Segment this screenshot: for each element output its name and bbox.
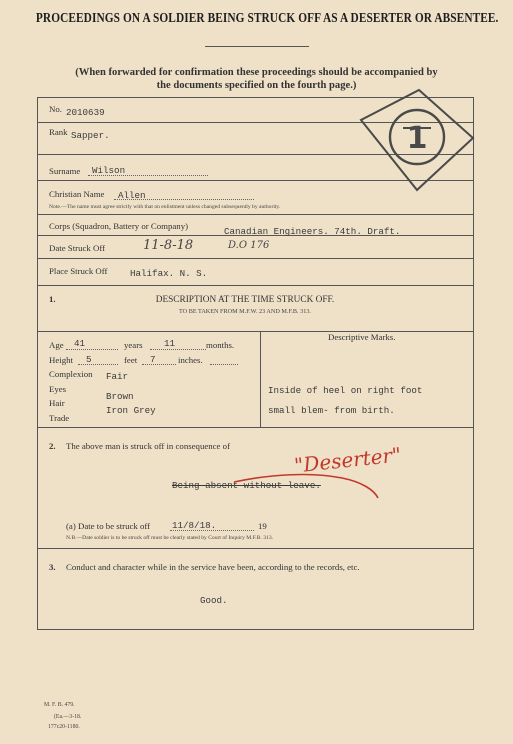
form-title: PROCEEDINGS ON A SOLDIER BEING STRUCK OFF AS A DESERTER OR ABSENTEE. xyxy=(35,10,499,25)
height-inches-value: 7 xyxy=(150,354,156,365)
months-label: months. xyxy=(206,340,235,350)
form-code: 177c20-1180. xyxy=(48,724,80,730)
christian-dotted-line xyxy=(114,190,254,200)
complexion-label: Complexion xyxy=(49,369,93,379)
feet-label: feet xyxy=(124,355,138,365)
row-divider xyxy=(38,427,473,428)
no-label: No. xyxy=(49,104,62,114)
section-2-text: The above man is struck off in consequence of xyxy=(66,441,230,451)
row-divider xyxy=(38,331,473,332)
section-3-text: Conduct and character while in the service have been, according to the records, etc. xyxy=(66,562,360,572)
descriptive-marks-line-1: Inside of heel on right foot xyxy=(268,385,423,396)
surname-dotted-line xyxy=(88,166,208,176)
stamp-number: 1 xyxy=(406,121,428,156)
rank-value: Sapper. xyxy=(71,130,110,141)
row-divider xyxy=(38,548,473,549)
date-struck-off-label: Date Struck Off xyxy=(49,243,106,253)
christian-name-value: Allen xyxy=(118,190,146,201)
inches-dotted-line xyxy=(210,355,238,365)
service-number: 2010639 xyxy=(66,107,105,118)
years-label: years xyxy=(124,340,143,350)
deserter-handwritten-annotation: "Deserter" xyxy=(293,442,403,478)
trade-label: Trade xyxy=(49,413,70,423)
row-divider xyxy=(38,258,473,259)
place-struck-off-value: Halifax. N. S. xyxy=(130,268,208,279)
corps-value: Canadian Engineers. 74th. Draft. xyxy=(224,226,401,237)
title-rule xyxy=(205,46,309,47)
date-struck-off-value: 11-8-18 xyxy=(143,238,194,253)
name-note: Note.—The name must agree strictly with that on enlistment unless changed subsequently by authority. xyxy=(49,204,281,210)
eyes-value: Brown xyxy=(106,391,134,402)
red-ink-stroke xyxy=(232,470,382,502)
height-label: Height xyxy=(49,355,73,365)
christian-name-label: Christian Name xyxy=(49,189,105,199)
corps-label: Corps (Squadron, Battery or Company) xyxy=(49,221,189,231)
subtitle-line-1: (When forwarded for confirmation these proceedings should be accompanied by xyxy=(75,67,438,78)
height-inches-dotted-line xyxy=(142,355,176,365)
rank-label: Rank xyxy=(49,127,68,137)
descriptive-marks-line-2: small blem- from birth. xyxy=(268,405,395,416)
complexion-value: Fair xyxy=(106,371,129,382)
height-feet-value: 5 xyxy=(86,354,92,365)
struck-off-date-note: N.B.—Date soldier is to be struck off must be clearly stated by Court of Inquiry M.F.B. 313. xyxy=(66,535,274,541)
height-feet-dotted-line xyxy=(78,355,118,365)
age-months-value: 11 xyxy=(164,338,176,349)
age-years-value: 41 xyxy=(74,338,86,349)
year-suffix: 19 xyxy=(258,521,267,531)
descriptive-marks-label: Descriptive Marks. xyxy=(328,332,396,342)
struck-off-reason-typed: Being absent without leave. xyxy=(172,480,321,491)
form-edition: (Ea.—3-18. xyxy=(54,714,82,720)
diamond-stamp xyxy=(357,88,475,192)
date-order-ref: D.O 176 xyxy=(228,240,270,251)
column-divider xyxy=(260,331,261,427)
hair-value: Iron Grey xyxy=(106,405,156,416)
eyes-label: Eyes xyxy=(49,384,67,394)
surname-value: Wilson xyxy=(92,165,126,176)
age-label: Age xyxy=(49,340,64,350)
surname-label: Surname xyxy=(49,166,81,176)
row-divider xyxy=(38,214,473,215)
hair-label: Hair xyxy=(49,398,65,408)
struck-off-date-value: 11/8/18. xyxy=(172,520,217,531)
section-1-number: 1. xyxy=(49,294,56,304)
section-1-heading: DESCRIPTION AT THE TIME STRUCK OFF. xyxy=(155,295,335,305)
section-1-subheading: TO BE TAKEN FROM M.F.W. 23 AND M.F.B. 313. xyxy=(179,308,311,315)
form-number: M. F. B. 479. xyxy=(44,702,75,708)
place-struck-off-label: Place Struck Off xyxy=(49,266,108,276)
row-divider xyxy=(38,285,473,286)
conduct-value: Good. xyxy=(200,595,228,606)
age-months-dotted-line xyxy=(150,340,206,350)
struck-off-date-label: (a) Date to be struck off xyxy=(66,521,151,531)
inches-label: inches. xyxy=(178,355,203,365)
subtitle-line-2: the documents specified on the fourth page.) xyxy=(156,80,357,91)
section-2-number: 2. xyxy=(49,441,56,451)
section-3-number: 3. xyxy=(49,562,56,572)
